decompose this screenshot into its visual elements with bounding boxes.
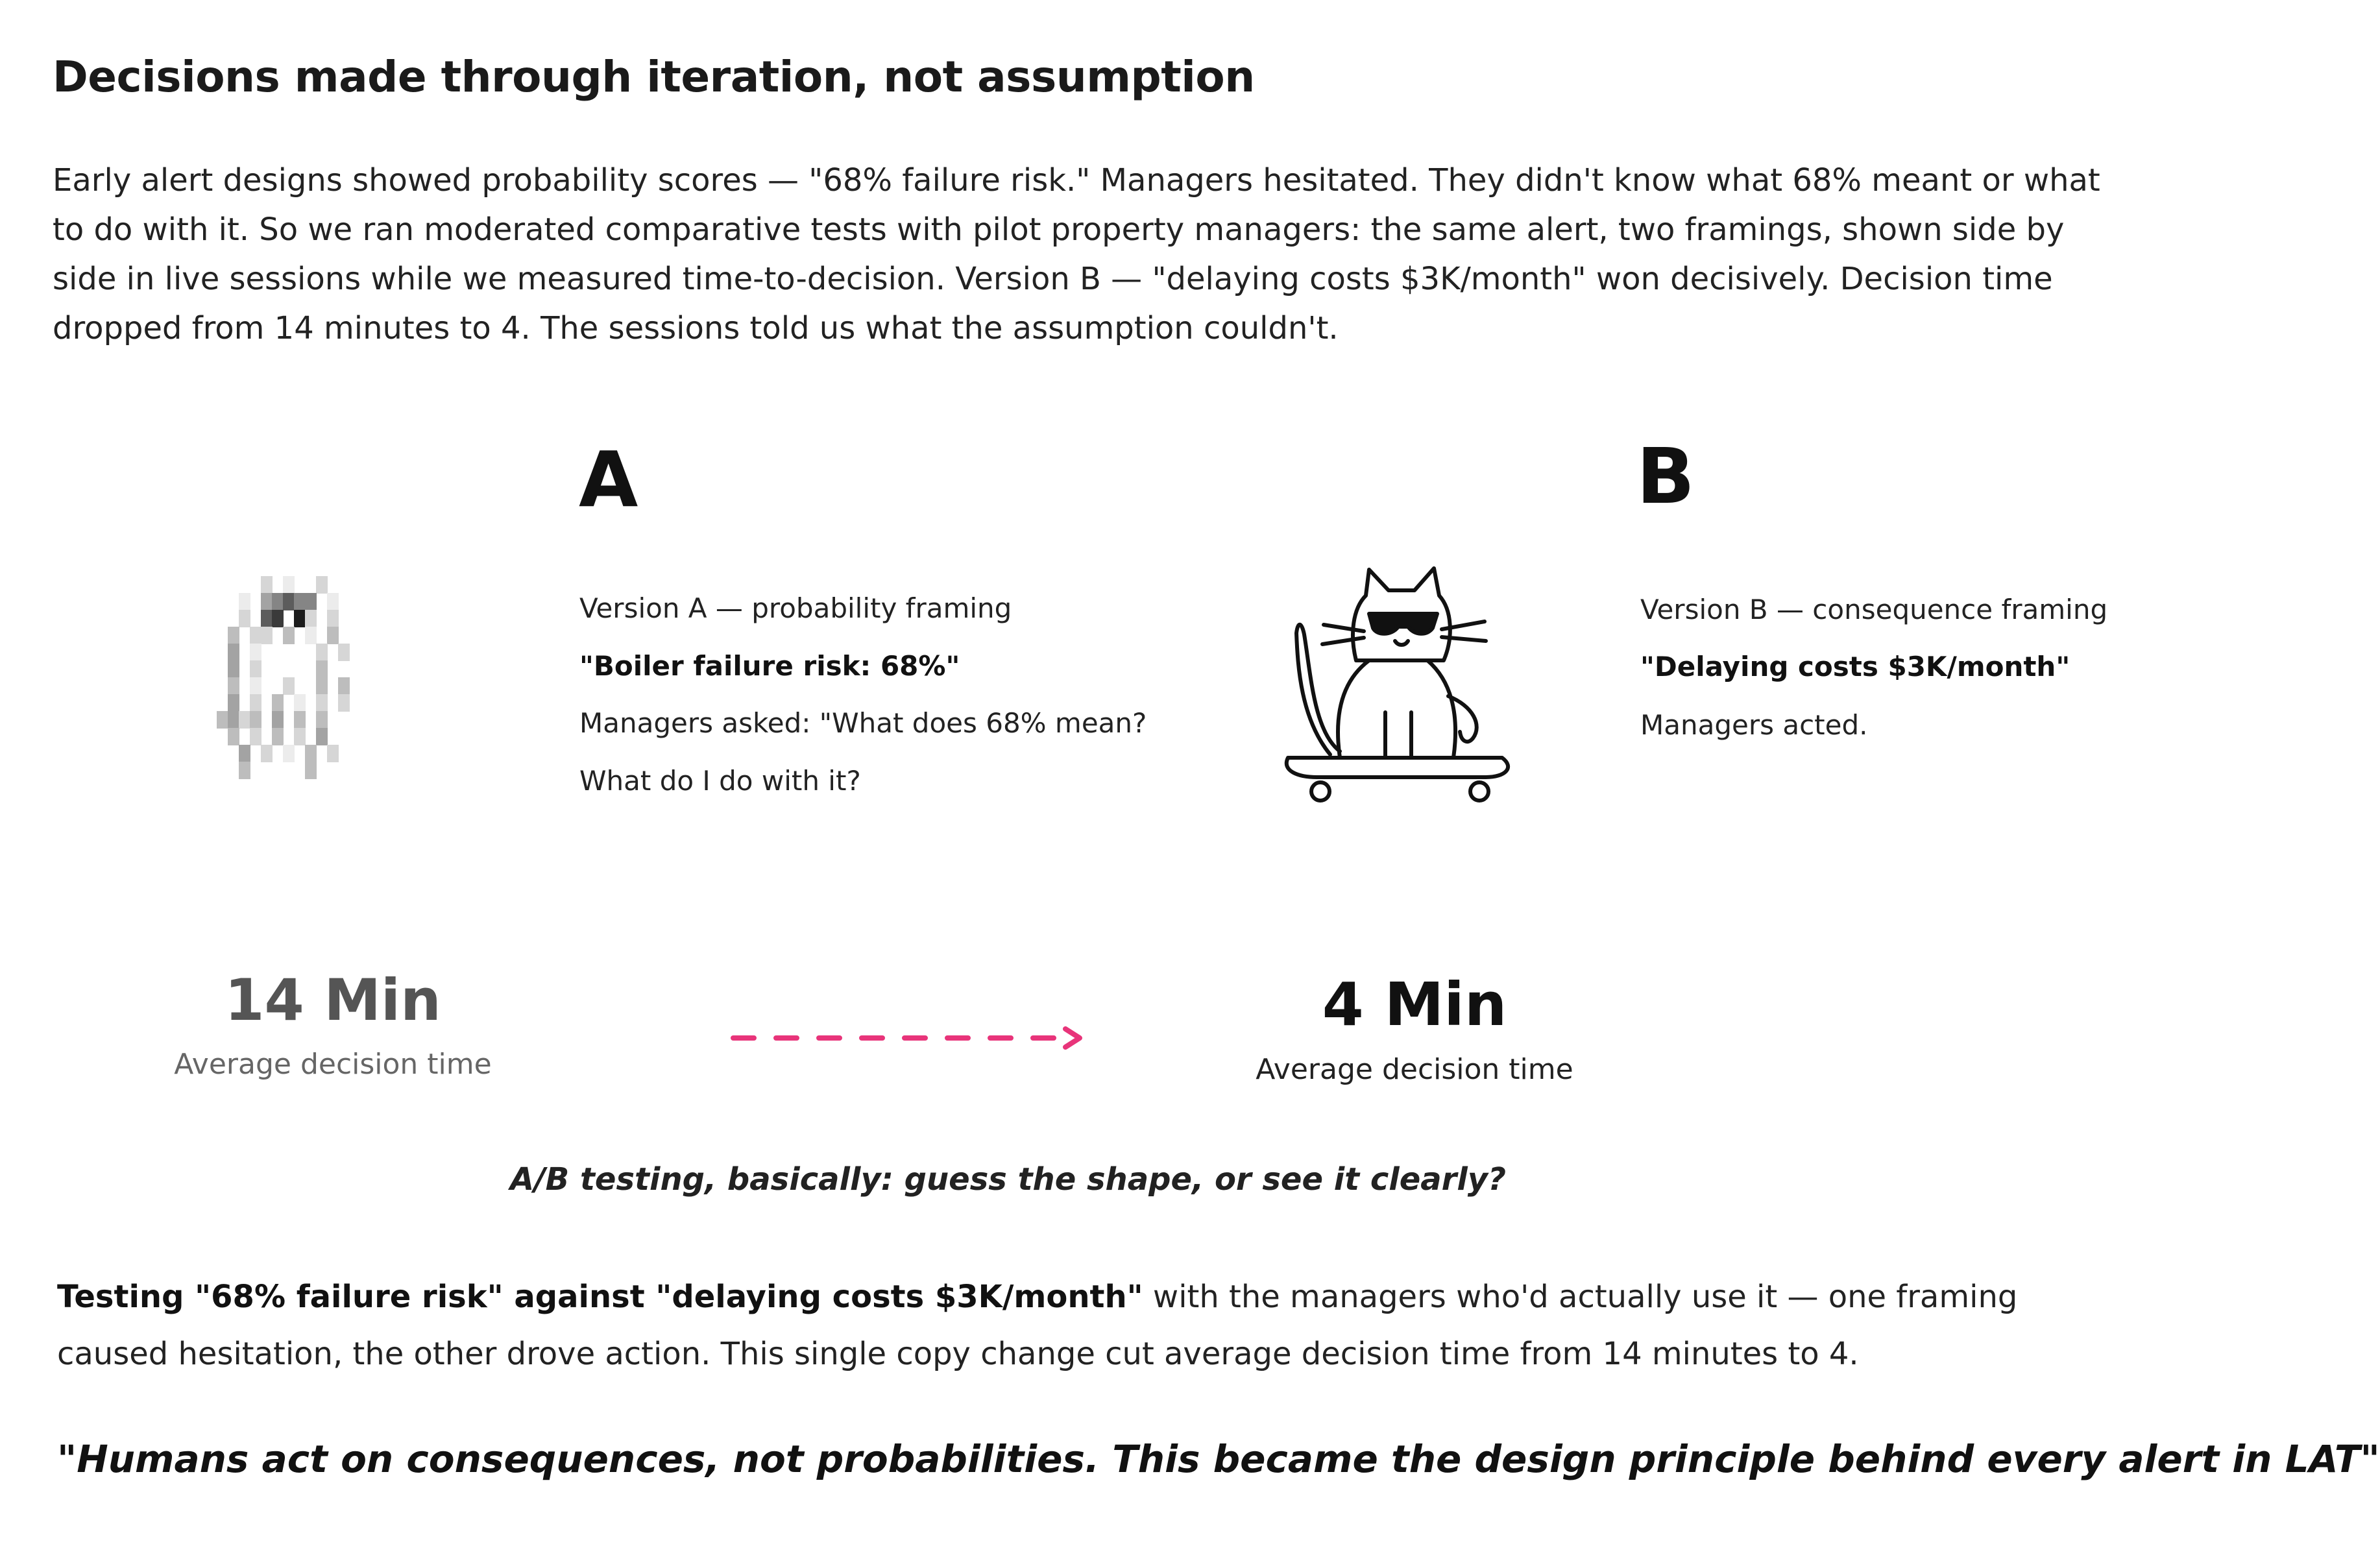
pixel-block — [283, 745, 295, 762]
pixel-block — [228, 677, 239, 695]
pixel-block — [305, 762, 317, 779]
pixel-block — [327, 745, 339, 762]
version-b-label: Version B — consequence framing — [1640, 594, 2108, 625]
pixel-block — [250, 660, 261, 678]
pixel-block — [272, 593, 284, 610]
pixel-block — [272, 728, 284, 745]
dashed-arrow-icon — [727, 1025, 1090, 1051]
pixel-block — [316, 677, 328, 695]
pixelated-image-icon — [173, 559, 432, 806]
pixel-block — [272, 610, 284, 627]
pixel-block — [228, 627, 239, 644]
version-a-decision-time-label: Average decision time — [174, 1048, 492, 1081]
version-b-reaction: Managers acted. — [1640, 709, 1868, 741]
pixel-block — [327, 593, 339, 610]
pixel-block — [316, 711, 328, 729]
pixel-block — [217, 711, 228, 729]
pixel-block — [250, 711, 261, 729]
version-b-decision-time: 4 Min — [1322, 970, 1507, 1039]
pixel-block — [316, 728, 328, 745]
pixel-block — [261, 745, 273, 762]
pixel-block — [239, 593, 250, 610]
pixel-block — [228, 694, 239, 712]
pixel-block — [338, 677, 350, 695]
version-a-letter: A — [579, 435, 638, 524]
pixel-block — [283, 677, 295, 695]
pixel-block — [338, 644, 350, 661]
pixel-block — [250, 627, 261, 644]
design-principle-quote: "Humans act on consequences, not probabilities. This became the design principle behind every alert in LAT" — [57, 1437, 2380, 1481]
summary-rest-text: with the managers who'd actually use it — one framing caused hesitation, the other drove action. This single copy change cut average decision time from 14 minutes to 4. — [57, 1279, 2018, 1372]
pixel-block — [327, 610, 339, 627]
pixel-block — [250, 728, 261, 745]
pixel-block — [305, 627, 317, 644]
pixel-block — [316, 644, 328, 661]
pixel-block — [294, 593, 306, 610]
version-b-letter: B — [1636, 431, 1695, 521]
version-a-reaction-1: Managers asked: "What does 68% mean? — [579, 707, 1147, 739]
pixel-block — [228, 728, 239, 745]
pixel-block — [250, 644, 261, 661]
pixel-block — [272, 711, 284, 729]
pixel-block — [261, 593, 273, 610]
pixel-block — [283, 627, 295, 644]
version-a-alert: "Boiler failure risk: 68%" — [579, 650, 960, 682]
cat-skateboard-icon — [1278, 557, 1525, 803]
pixel-block — [294, 694, 306, 712]
pixel-block — [294, 711, 306, 729]
summary-paragraph — [57, 1268, 2101, 1382]
pixel-block — [294, 728, 306, 745]
pixel-block — [239, 610, 250, 627]
section-heading: Decisions made through iteration, not assumption — [53, 52, 1255, 102]
version-a-decision-time: 14 Min — [225, 967, 441, 1033]
pixel-block — [283, 576, 295, 594]
version-a-reaction-2: What do I do with it? — [579, 765, 861, 797]
pixel-block — [294, 610, 306, 627]
pixel-block — [305, 610, 317, 627]
version-a-label: Version A — probability framing — [579, 592, 1012, 624]
pixel-block — [250, 694, 261, 712]
pixel-block — [283, 593, 295, 610]
pixel-block — [228, 644, 239, 661]
pixel-block — [261, 627, 273, 644]
ab-testing-caption: A/B testing, basically: guess the shape, or see it clearly? — [510, 1161, 1506, 1198]
pixel-block — [239, 711, 250, 729]
pixel-block — [305, 593, 317, 610]
version-b-decision-time-label: Average decision time — [1256, 1053, 1573, 1086]
pixel-block — [316, 576, 328, 594]
summary-bold-text: Testing "68% failure risk" against "delaying costs $3K/month" — [57, 1279, 1143, 1315]
pixel-block — [261, 576, 273, 594]
pixel-block — [239, 745, 250, 762]
pixel-block — [305, 745, 317, 762]
pixel-block — [316, 694, 328, 712]
pixel-block — [338, 694, 350, 712]
intro-paragraph: Early alert designs showed probability scores — "68% failure risk." Managers hesitated. They didn't know what 68% meant or what to do with it. So we ran moderated comparative tests with pilot property managers: the same alert, two framings, shown side by side in live sessions while we measured time-to-decision. Version B — "delaying costs $3K/month" won decisively. Decision time dropped from 14 minutes to 4. The sessions told us what the assumption couldn't. — [53, 162, 2100, 346]
pixel-block — [272, 694, 284, 712]
pixel-block — [239, 762, 250, 779]
pixel-block — [316, 660, 328, 678]
pixel-block — [228, 711, 239, 729]
version-b-alert: "Delaying costs $3K/month" — [1640, 651, 2070, 682]
pixel-block — [228, 660, 239, 678]
pixel-block — [327, 627, 339, 644]
pixel-block — [261, 610, 273, 627]
pixel-block — [250, 677, 261, 695]
